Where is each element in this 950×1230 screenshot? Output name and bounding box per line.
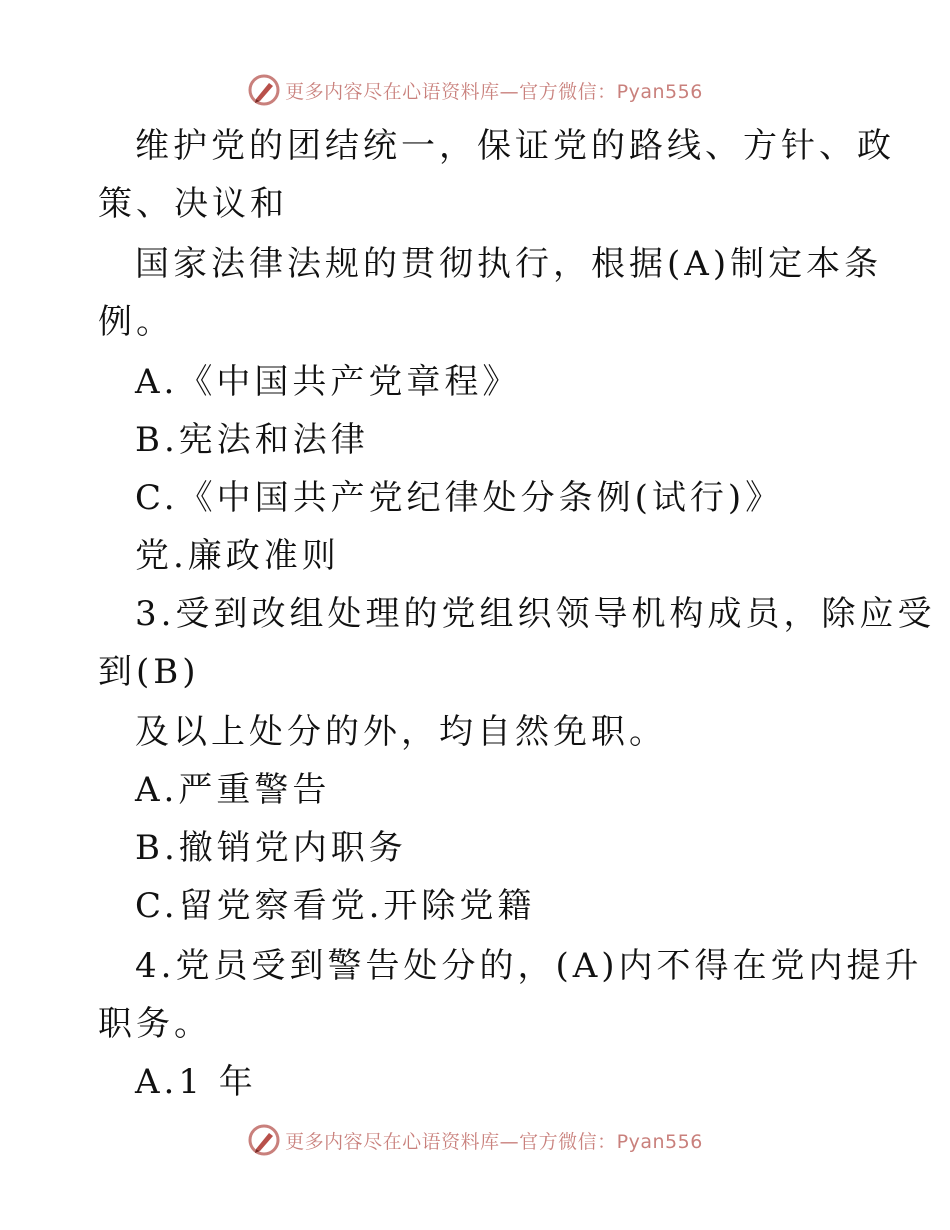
- option-line: B.撤销党内职务: [135, 828, 407, 868]
- option-line: A.1 年: [135, 1062, 257, 1102]
- option-line: A.严重警告: [135, 770, 331, 810]
- text-line: 例。: [98, 302, 174, 342]
- option-line: 党.廉政准则: [135, 536, 340, 576]
- pen-in-circle-icon: [247, 1123, 281, 1157]
- text-line: 策、决议和: [98, 184, 288, 224]
- question-line: 到(B): [98, 652, 200, 692]
- option-line: C.《中国共产党纪律处分条例(试行)》: [135, 478, 784, 518]
- option-line: A.《中国共产党章程》: [135, 362, 521, 402]
- watermark-text: 更多内容尽在心语资料库—官方微信：Pyan556: [285, 1130, 703, 1153]
- option-line: C.留党察看党.开除党籍: [135, 886, 536, 926]
- text-line: 国家法律法规的贯彻执行，根据(A)制定本条: [135, 244, 883, 284]
- question-line: 3.受到改组处理的党组织领导机构成员，除应受: [135, 594, 936, 634]
- text-line: 维护党的团结统一，保证党的路线、方针、政: [135, 126, 895, 166]
- option-line: B.宪法和法律: [135, 420, 369, 460]
- question-line: 职务。: [98, 1004, 212, 1044]
- watermark-footer: [0, 1120, 950, 1160]
- question-line: 4.党员受到警告处分的，(A)内不得在党内提升: [135, 946, 923, 986]
- question-line: 及以上处分的外，均自然免职。: [135, 712, 667, 752]
- watermark-text: 更多内容尽在心语资料库—官方微信：Pyan556: [285, 80, 703, 103]
